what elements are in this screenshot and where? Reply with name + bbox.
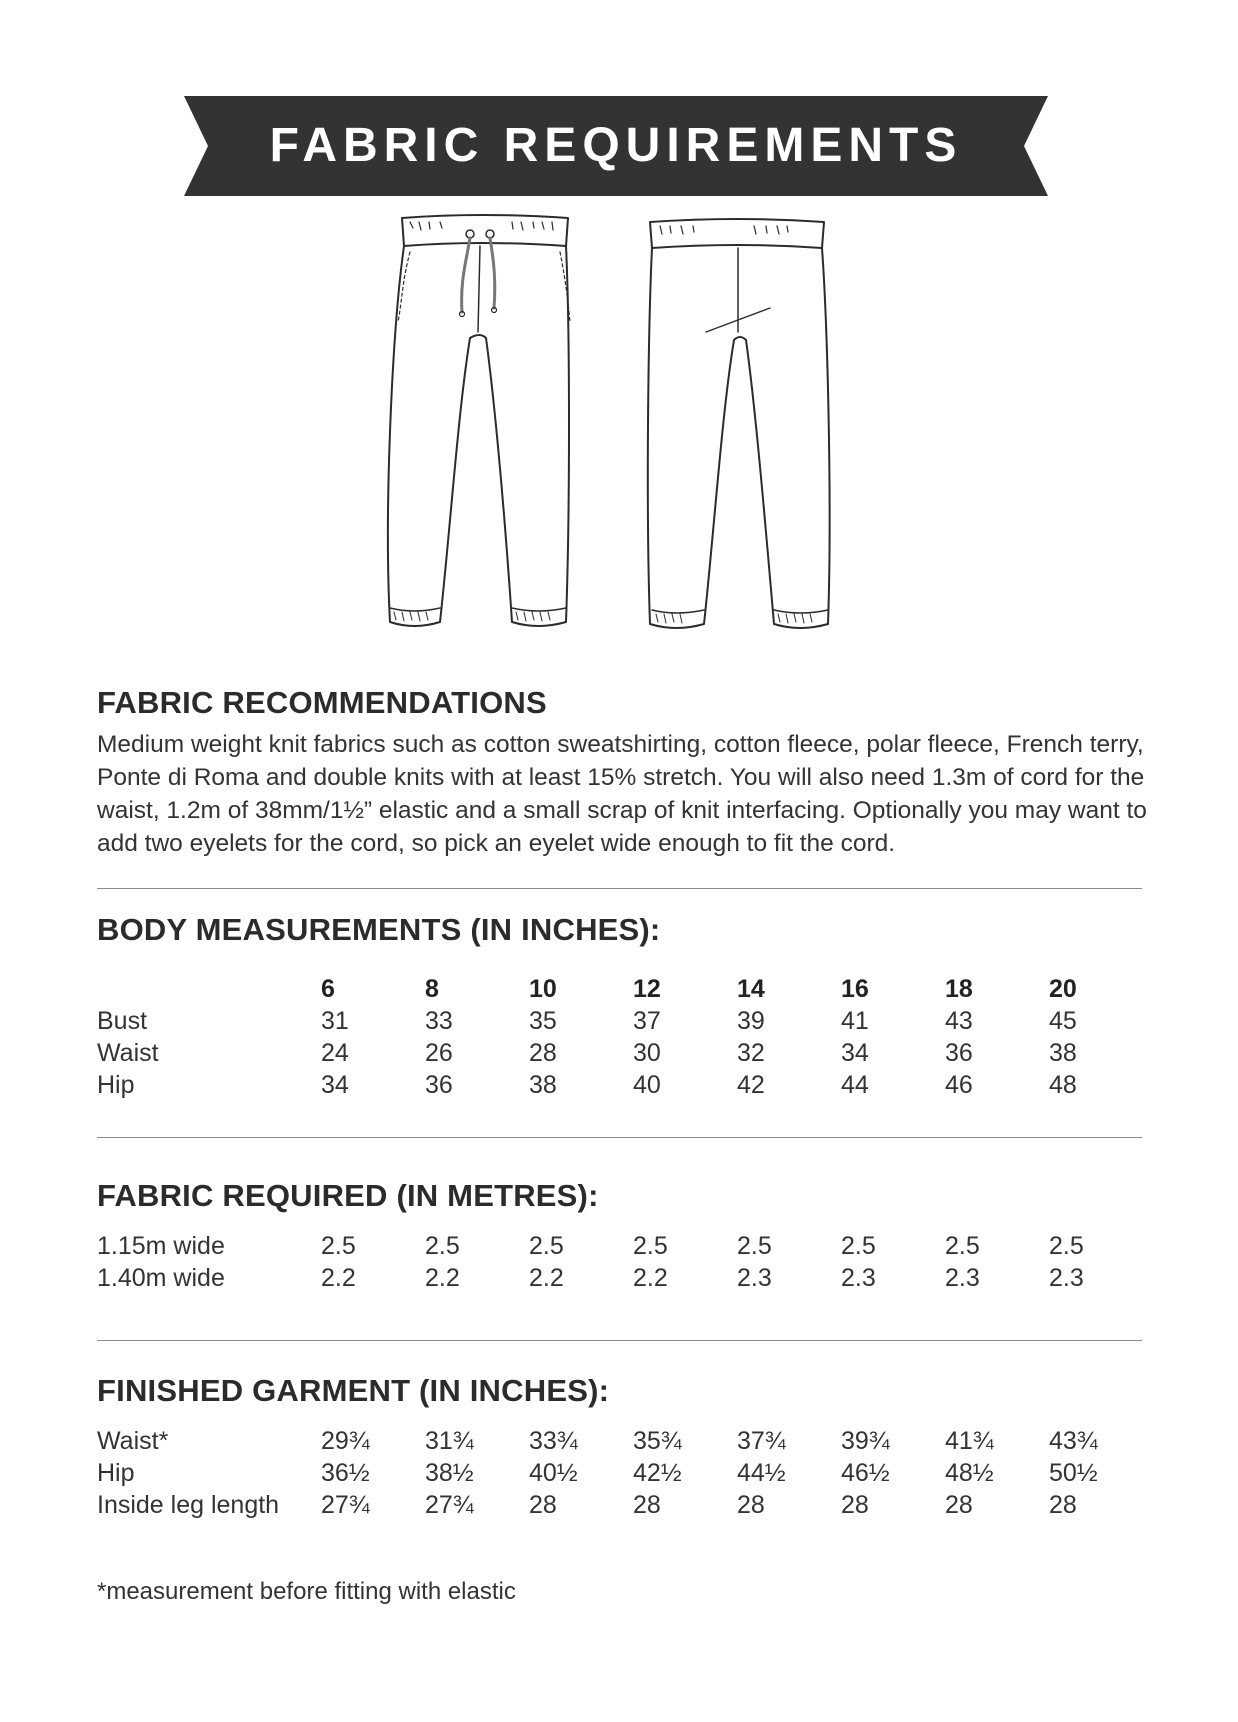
- table-cell: 36½: [321, 1459, 370, 1487]
- table-cell: 2.2: [529, 1264, 564, 1292]
- table-cell: 2.5: [841, 1232, 876, 1260]
- table-cell: 43¾: [1049, 1427, 1098, 1455]
- table-cell: 34: [321, 1071, 349, 1099]
- finished-garment-heading: FINISHED GARMENT (IN INCHES):: [97, 1373, 610, 1408]
- table-cell: 40: [633, 1071, 661, 1099]
- row-label: Inside leg length: [97, 1491, 280, 1519]
- size-header: 16: [841, 975, 869, 1003]
- table-cell: 2.3: [1049, 1264, 1084, 1292]
- table-cell: 33¾: [529, 1427, 578, 1455]
- row-label: Waist: [97, 1039, 159, 1067]
- table-cell: 36: [425, 1071, 453, 1099]
- table-cell: 48: [1049, 1071, 1077, 1099]
- table-cell: 2.5: [321, 1232, 356, 1260]
- table-cell: 27¾: [425, 1491, 474, 1519]
- table-cell: 29¾: [321, 1427, 370, 1455]
- table-cell: 28: [841, 1491, 869, 1519]
- table-cell: 28: [529, 1039, 557, 1067]
- table-cell: 2.2: [633, 1264, 668, 1292]
- table-cell: 28: [1049, 1491, 1077, 1519]
- table-cell: 26: [425, 1039, 453, 1067]
- pants-front-view: [388, 215, 570, 626]
- title-banner: [184, 96, 1048, 196]
- size-header: 14: [737, 975, 765, 1003]
- table-cell: 31¾: [425, 1427, 474, 1455]
- divider: [97, 1137, 1142, 1138]
- table-cell: 45: [1049, 1007, 1077, 1035]
- table-cell: 33: [425, 1007, 453, 1035]
- table-cell: 38: [1049, 1039, 1077, 1067]
- table-cell: 28: [633, 1491, 661, 1519]
- row-label: Hip: [97, 1459, 135, 1487]
- table-cell: 31: [321, 1007, 349, 1035]
- table-cell: 39: [737, 1007, 765, 1035]
- footnote: *measurement before fitting with elastic: [97, 1578, 516, 1605]
- recommendations-text: Medium weight knit fabrics such as cotton sweatshirting, cotton fleece, polar fleece, French terry, Ponte di Roma and double knits with at least 15% stretch. You will also need 1.3m of cord for the waist, 1.2m of 38mm/1½” elastic and a small scrap of knit interfacing. Optionally you may want to add two eyelets for the cord, so pick an eyelet wide enough to fit the cord.: [97, 731, 1147, 857]
- table-cell: 2.5: [529, 1232, 564, 1260]
- table-cell: 28: [945, 1491, 973, 1519]
- body-measurements-heading: BODY MEASUREMENTS (IN INCHES):: [97, 912, 661, 947]
- table-cell: 43: [945, 1007, 973, 1035]
- size-header: 10: [529, 975, 557, 1003]
- pants-illustration: [380, 212, 860, 652]
- table-cell: 27¾: [321, 1491, 370, 1519]
- table-cell: 2.5: [633, 1232, 668, 1260]
- table-cell: 34: [841, 1039, 869, 1067]
- size-header: 6: [321, 975, 335, 1003]
- size-header: 8: [425, 975, 439, 1003]
- divider: [97, 888, 1142, 889]
- table-cell: 35: [529, 1007, 557, 1035]
- table-cell: 2.5: [425, 1232, 460, 1260]
- table-cell: 48½: [945, 1459, 994, 1487]
- table-cell: 2.2: [425, 1264, 460, 1292]
- table-cell: 39¾: [841, 1427, 890, 1455]
- table-cell: 36: [945, 1039, 973, 1067]
- row-label: Waist*: [97, 1427, 169, 1455]
- table-cell: 41¾: [945, 1427, 994, 1455]
- table-cell: 2.3: [945, 1264, 980, 1292]
- table-cell: 46: [945, 1071, 973, 1099]
- table-cell: 32: [737, 1039, 765, 1067]
- table-cell: 2.5: [737, 1232, 772, 1260]
- page-title: FABRIC REQUIREMENTS: [269, 119, 963, 172]
- row-label: Hip: [97, 1071, 135, 1099]
- table-cell: 38: [529, 1071, 557, 1099]
- table-cell: 44: [841, 1071, 869, 1099]
- table-cell: 40½: [529, 1459, 578, 1487]
- table-cell: 2.5: [945, 1232, 980, 1260]
- divider: [97, 1340, 1142, 1341]
- table-cell: 28: [737, 1491, 765, 1519]
- table-cell: 30: [633, 1039, 661, 1067]
- table-cell: 37¾: [737, 1427, 786, 1455]
- table-cell: 42: [737, 1071, 765, 1099]
- table-cell: 2.5: [1049, 1232, 1084, 1260]
- row-label: 1.15m wide: [97, 1232, 225, 1260]
- table-cell: 2.2: [321, 1264, 356, 1292]
- table-cell: 37: [633, 1007, 661, 1035]
- row-label: Bust: [97, 1007, 148, 1035]
- table-cell: 35¾: [633, 1427, 682, 1455]
- pants-back-view: [648, 219, 830, 628]
- size-header: 20: [1049, 975, 1077, 1003]
- recommendations-heading: FABRIC RECOMMENDATIONS: [97, 685, 547, 720]
- table-cell: 46½: [841, 1459, 890, 1487]
- table-cell: 28: [529, 1491, 557, 1519]
- table-cell: 2.3: [737, 1264, 772, 1292]
- table-cell: 38½: [425, 1459, 474, 1487]
- table-cell: 41: [841, 1007, 869, 1035]
- table-cell: 2.3: [841, 1264, 876, 1292]
- size-header: 18: [945, 975, 973, 1003]
- row-label: 1.40m wide: [97, 1264, 225, 1292]
- fabric-required-heading: FABRIC REQUIRED (IN METRES):: [97, 1178, 599, 1213]
- table-cell: 42½: [633, 1459, 682, 1487]
- table-cell: 44½: [737, 1459, 786, 1487]
- size-header: 12: [633, 975, 661, 1003]
- table-cell: 50½: [1049, 1459, 1098, 1487]
- table-cell: 24: [321, 1039, 349, 1067]
